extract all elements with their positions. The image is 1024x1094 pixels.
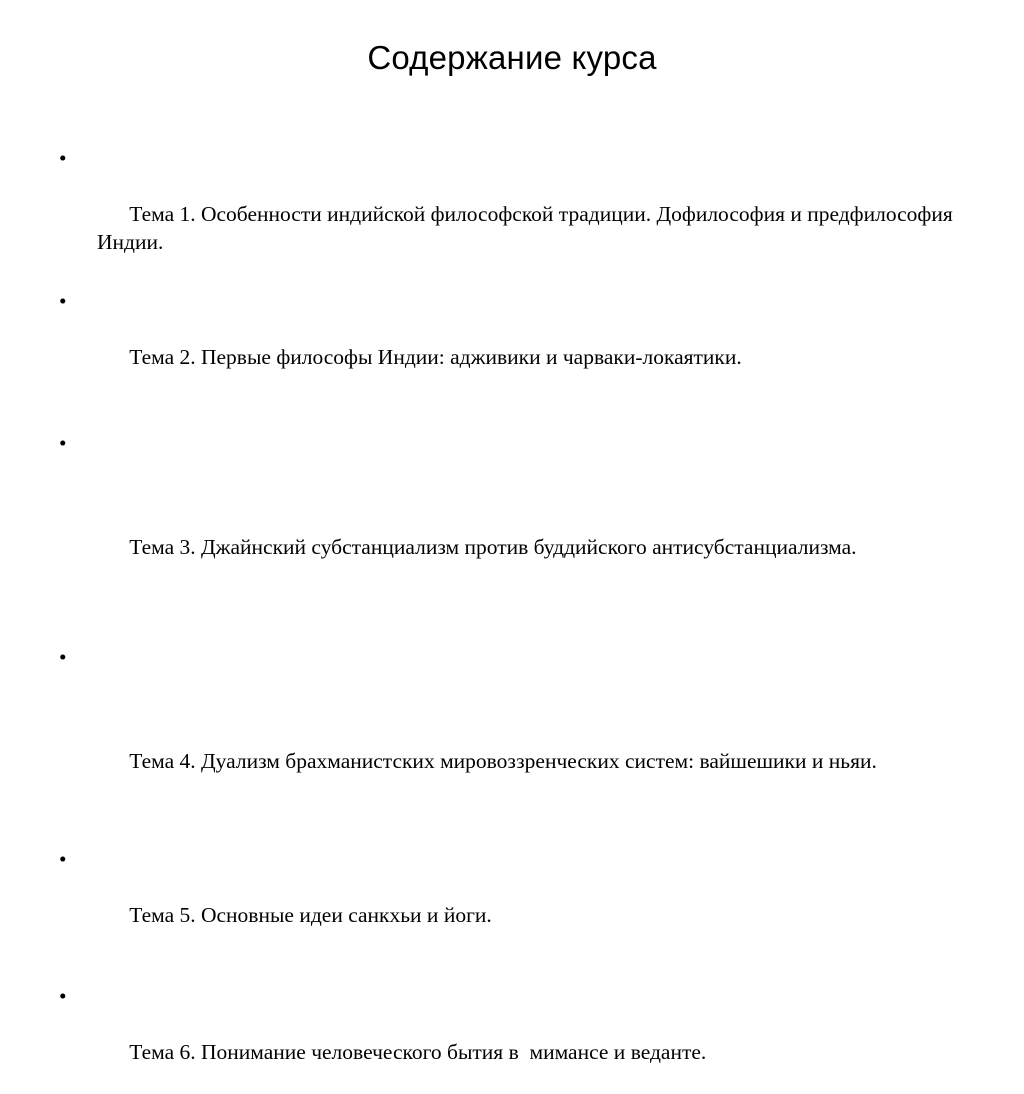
list-item-text: Тема 4. Дуализм брахманистских мировоззренческих систем: вайшешики и ньяи. — [129, 749, 877, 773]
list-item — [44, 144, 984, 284]
bullet-icon: • — [59, 146, 67, 170]
list-item-text: Тема 2. Первые философы Индии: адживики и чарваки-локаятики. — [129, 345, 742, 369]
list-item — [44, 417, 984, 625]
list-item-text: Тема 6. Понимание человеческого бытия в мимансе и веданте. — [129, 1040, 707, 1064]
course-contents-list — [44, 144, 984, 1094]
bullet-icon: • — [59, 289, 67, 313]
bullet-icon: • — [59, 431, 67, 455]
bullet-icon: • — [59, 645, 67, 669]
page-title: Содержание курса — [367, 39, 657, 76]
bullet-icon: • — [59, 984, 67, 1008]
list-item-text: Тема 1. Особенности индийской философской традиции. Дофилософия и предфилософия Индии. — [97, 202, 959, 254]
list-item-text: Тема 5. Основные идеи санкхьи и йоги. — [129, 903, 492, 927]
list-item — [44, 287, 984, 399]
bullet-icon: • — [59, 847, 67, 871]
list-item — [44, 631, 984, 839]
list-item — [44, 982, 984, 1094]
list-item-text: Тема 3. Джайнский субстанциализм против буддийского антисубстанциализма. — [129, 535, 857, 559]
list-item — [44, 845, 984, 957]
